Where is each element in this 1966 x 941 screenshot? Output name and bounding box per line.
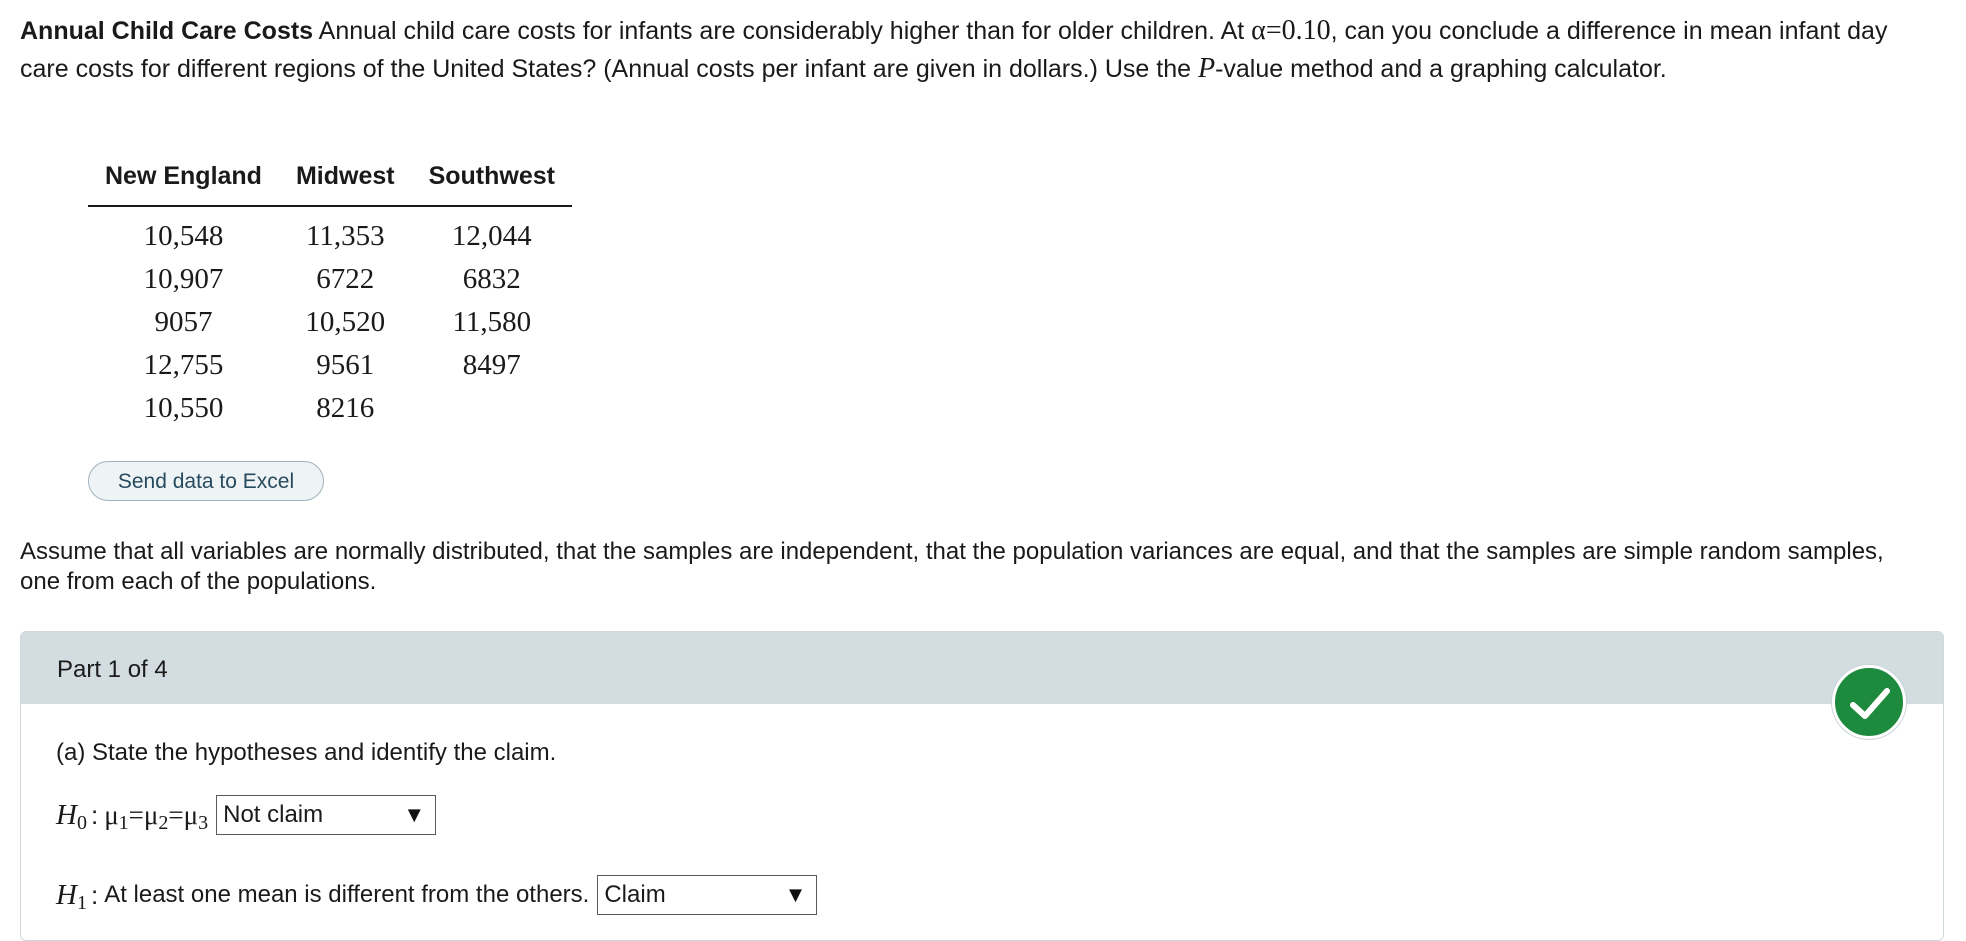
table-cell: 10,907 <box>143 263 224 295</box>
alpha-equals: = <box>1265 15 1282 46</box>
table-cell <box>412 387 572 430</box>
table-cell: 11,580 <box>452 306 532 338</box>
table-row <box>88 258 572 301</box>
table-row <box>88 301 572 344</box>
table-cell: 8497 <box>462 349 521 381</box>
data-table <box>88 158 572 430</box>
mu-2: μ <box>143 799 159 830</box>
problem-text-3: -value method and a graphing calculator. <box>1215 55 1667 83</box>
checkmark-icon <box>1832 665 1906 739</box>
h0-colon: : <box>90 799 99 830</box>
table-cell: 10,550 <box>143 392 224 424</box>
table-cell: 10,520 <box>305 306 386 338</box>
table-cell: 11,353 <box>305 220 385 252</box>
mu-3-sub: 3 <box>198 811 209 834</box>
p-symbol: P <box>1197 53 1216 84</box>
table-cell: 9057 <box>154 306 213 338</box>
h1-claim-select[interactable] <box>597 875 817 915</box>
h0-claim-select[interactable] <box>216 795 436 835</box>
table-cell: 12,755 <box>143 349 224 381</box>
table-cell: 8216 <box>316 392 375 424</box>
equals-2: = <box>168 799 184 830</box>
mu-1-sub: 1 <box>118 811 129 834</box>
problem-title: Annual Child Care Costs <box>20 17 314 45</box>
h1-select-value: Claim <box>604 881 666 908</box>
assumption-text: Assume that all variables are normally distributed, that the samples are independent, that the population variances are equal, and that the samples are simple random samples, one from each of the populations. <box>20 538 1884 595</box>
question-a: (a) State the hypotheses and identify the claim. <box>56 739 557 766</box>
table-cell: 6722 <box>316 263 375 295</box>
table-cell: 9561 <box>316 349 375 381</box>
h0-sub: 0 <box>76 811 87 834</box>
dropdown-arrow-icon: ▼ <box>403 802 426 827</box>
problem-text-1: Annual child care costs for infants are considerably higher than for older children. At <box>318 17 1245 45</box>
column-header: Southwest <box>412 158 572 206</box>
h1-statement: At least one mean is different from the others. <box>104 881 590 908</box>
h1-colon: : <box>90 879 99 910</box>
h0-select-value: Not claim <box>223 801 324 828</box>
table-cell: 12,044 <box>451 220 532 252</box>
problem-statement <box>20 12 1940 88</box>
h1-var: H <box>56 878 77 911</box>
equals-1: = <box>128 799 144 830</box>
h1-sub: 1 <box>76 891 87 914</box>
alpha-symbol: α <box>1251 15 1266 46</box>
send-to-excel-button[interactable]: Send data to Excel <box>88 461 324 501</box>
alpha-value: 0.10 <box>1281 15 1331 46</box>
table-row <box>88 206 572 258</box>
null-hypothesis <box>56 792 436 838</box>
checkmark-glyph <box>1848 683 1892 723</box>
alternative-hypothesis <box>56 872 817 918</box>
h0-var: H <box>56 798 77 831</box>
table-header-row <box>88 158 572 206</box>
part-header: Part 1 of 4 <box>21 632 1943 704</box>
mu-2-sub: 2 <box>158 811 169 834</box>
table-row <box>88 387 572 430</box>
column-header: Midwest <box>279 158 412 206</box>
table-cell: 6832 <box>462 263 521 295</box>
mu-3: μ <box>183 799 199 830</box>
dropdown-arrow-icon: ▼ <box>784 882 807 907</box>
column-header: New England <box>88 158 279 206</box>
problem-text-2: , can you conclude a difference in mean infant day care costs for different regions of the United States? (Annual costs per infant are given in dollars.) Use the <box>20 17 1888 83</box>
mu-1: μ <box>104 799 119 830</box>
table-row <box>88 344 572 387</box>
table-cell: 10,548 <box>143 220 224 252</box>
